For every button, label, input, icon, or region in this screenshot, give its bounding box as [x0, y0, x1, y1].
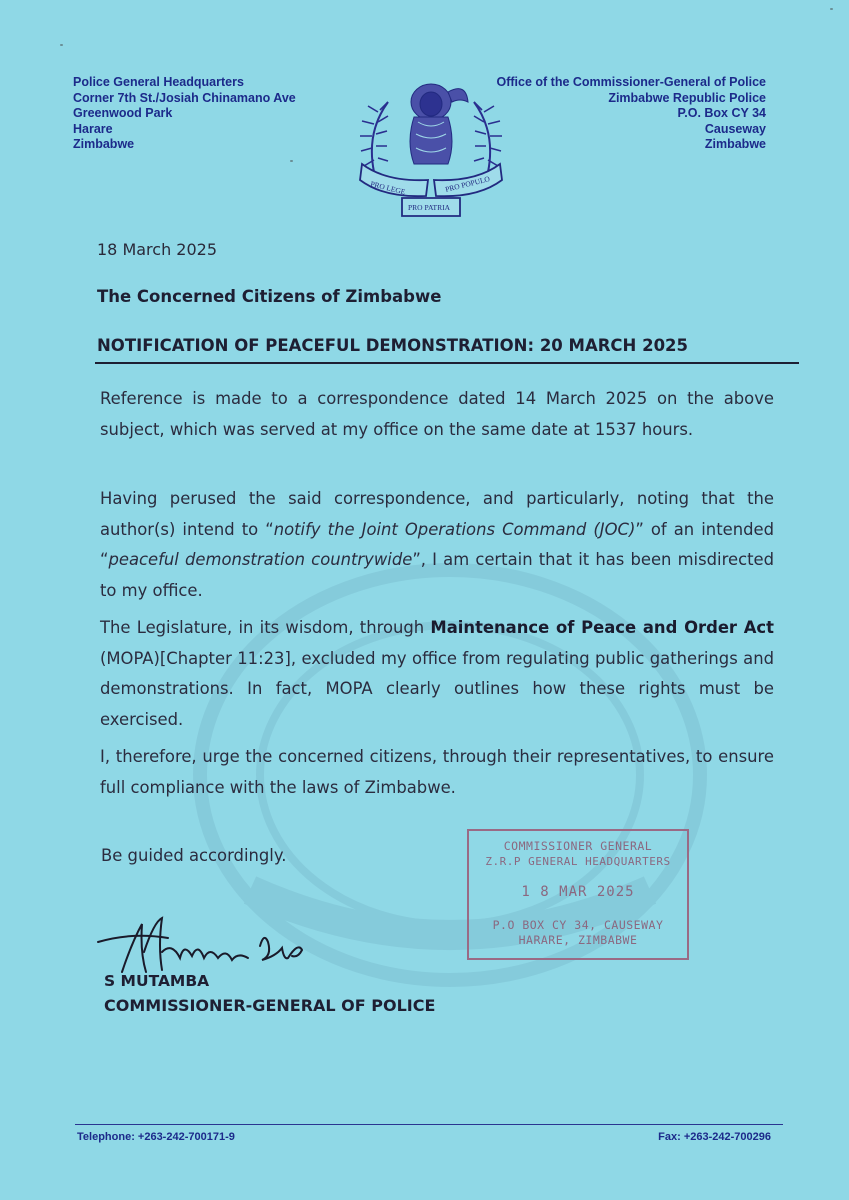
subject-underline — [95, 362, 799, 364]
letterhead-address-right — [496, 75, 766, 153]
paper-speck — [830, 8, 833, 10]
address-line: Police General Headquarters — [73, 75, 244, 89]
footer-fax: Fax: +263-242-700296 — [658, 1131, 771, 1143]
signatory-name: S MUTAMBA — [104, 972, 210, 990]
stamp-line: Z.R.P GENERAL HEADQUARTERS — [485, 855, 671, 868]
address-line: Zimbabwe — [704, 137, 766, 151]
paragraph-perusal — [100, 484, 774, 606]
address-line: Office of the Commissioner-General of Police — [496, 75, 766, 89]
signatory-title: COMMISSIONER-GENERAL OF POLICE — [104, 996, 436, 1015]
address-line: Harare — [73, 121, 113, 136]
quoted-italic: notify the Joint Operations Command (JOC) — [273, 519, 636, 539]
motto-pro-populo: PRO POPULO — [444, 174, 491, 194]
quoted-italic: peaceful demonstration countrywide — [108, 550, 413, 569]
text-span: The Legislature, in its wisdom, through — [100, 618, 431, 637]
text-span: ” of an intended “ — [100, 519, 774, 569]
motto-pro-patria: PRO PATRIA — [408, 203, 451, 212]
stamp-line: HARARE, ZIMBABWE — [518, 933, 638, 947]
footer-telephone: Telephone: +263-242-700171-9 — [77, 1131, 235, 1143]
paper-speck — [290, 160, 293, 162]
stamp-date: 1 8 MAR 2025 — [521, 884, 635, 900]
letterhead-address-left — [73, 75, 296, 153]
paragraph-urge: I, therefore, urge the concerned citizens, through their representatives, to ensure full compliance with the laws of Zimbabwe. — [100, 747, 774, 797]
zrp-lion-emblem-icon — [356, 72, 506, 224]
address-line: Causeway — [704, 121, 766, 136]
stamp-line: P.O BOX CY 34, CAUSEWAY — [492, 918, 664, 932]
address-line: Greenwood Park — [73, 106, 173, 120]
letter-date: 18 March 2025 — [97, 240, 218, 259]
paragraph-legislature — [100, 613, 774, 735]
recipient: The Concerned Citizens of Zimbabwe — [97, 287, 442, 306]
address-line: Corner 7th St./Josiah Chinamano Ave — [73, 90, 296, 105]
paragraph-reference: Reference is made to a correspondence dated 14 March 2025 on the above subject, which was served at my office on the same date at 1537 hours. — [100, 389, 774, 439]
text-span: Having perused the said correspondence, and particularly, noting that the author(s) intend to “ — [100, 489, 774, 539]
motto-pro-lege: PRO LEGE — [369, 179, 407, 197]
address-line: Zimbabwe Republic Police — [608, 90, 766, 105]
subject-heading: NOTIFICATION OF PEACEFUL DEMONSTRATION: 20 MARCH 2025 — [97, 336, 689, 355]
address-line: Zimbabwe — [73, 137, 135, 151]
address-line: P.O. Box CY 34 — [677, 106, 766, 120]
paper-speck — [60, 44, 63, 46]
act-name-bold: Maintenance of Peace and Order Act — [430, 618, 774, 637]
text-span: ”, I am certain that it has been misdirected to my office. — [100, 550, 774, 600]
footer-divider — [75, 1124, 783, 1125]
closing-line: Be guided accordingly. — [101, 846, 287, 865]
stamp-line: COMMISSIONER GENERAL — [503, 839, 653, 853]
official-date-stamp — [467, 829, 689, 960]
text-span: (MOPA)[Chapter 11:23], excluded my office from regulating public gatherings and demonstrations. In fact, MOPA clearly outlines how these rights must be exercised. — [100, 648, 774, 729]
